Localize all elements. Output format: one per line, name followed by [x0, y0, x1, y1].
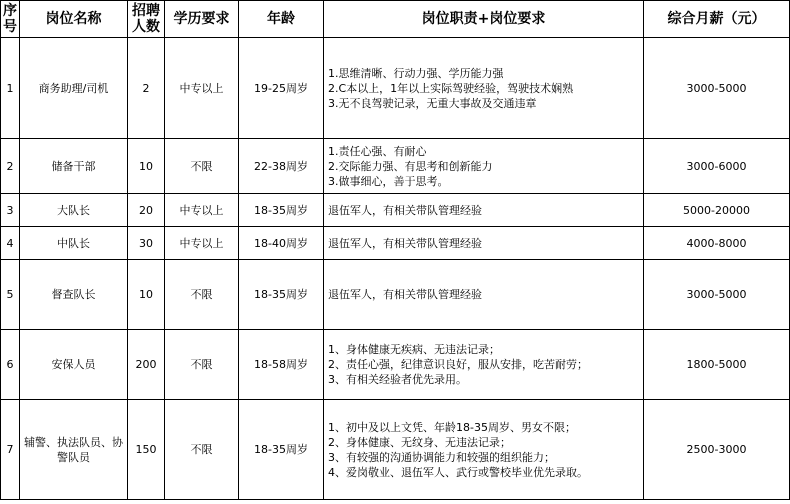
duty-line: 2.交际能力强、有思考和创新能力 — [328, 159, 493, 173]
table-row — [1, 400, 790, 500]
duty-line: 1.责任心强、有耐心 — [328, 144, 427, 158]
row-count: 10 — [128, 139, 165, 194]
duty-line: 1、初中及以上文凭、年龄18-35周岁、男女不限； — [328, 420, 576, 434]
duty-line: 2、责任心强，纪律意识良好，服从安排，吃苦耐劳； — [328, 358, 588, 371]
row-salary: 5000-20000 — [644, 194, 790, 227]
header-duties: 岗位职责+岗位要求 — [324, 1, 644, 38]
row-salary: 3000-6000 — [644, 139, 790, 194]
table-row — [1, 38, 790, 139]
row-duties — [324, 139, 644, 194]
table-row — [1, 227, 790, 260]
row-no: 3 — [1, 194, 20, 227]
row-salary: 2500-3000 — [644, 400, 790, 500]
header-count: 招聘人数 — [128, 1, 165, 38]
table-row — [1, 260, 790, 330]
row-count: 30 — [128, 227, 165, 260]
row-duties — [324, 38, 644, 139]
row-age: 18-58周岁 — [239, 330, 324, 400]
row-count: 10 — [128, 260, 165, 330]
row-education: 中专以上 — [165, 38, 239, 139]
row-position: 大队长 — [20, 194, 128, 227]
header-age: 年龄 — [239, 1, 324, 38]
row-education: 不限 — [165, 260, 239, 330]
row-education: 不限 — [165, 139, 239, 194]
row-no: 7 — [1, 400, 20, 500]
row-duties — [324, 260, 644, 330]
duty-line: 1、身体健康无疾病、无违法记录； — [328, 343, 500, 356]
row-age: 18-35周岁 — [239, 260, 324, 330]
row-position: 辅警、执法队员、协警队员 — [20, 400, 128, 500]
row-count: 150 — [128, 400, 165, 500]
duty-line: 退伍军人，有相关带队管理经验 — [328, 288, 482, 301]
duty-line: 3、有相关经验者优先录用。 — [328, 373, 467, 386]
row-no: 2 — [1, 139, 20, 194]
header-no: 序号 — [1, 1, 20, 38]
row-duties — [324, 330, 644, 400]
row-no: 6 — [1, 330, 20, 400]
duty-line: 退伍军人，有相关带队管理经验 — [328, 236, 482, 250]
row-duties — [324, 227, 644, 260]
header-position: 岗位名称 — [20, 1, 128, 38]
duty-line: 退伍军人，有相关带队管理经验 — [328, 203, 482, 217]
row-education: 中专以上 — [165, 194, 239, 227]
duty-line: 2.C本以上，1年以上实际驾驶经验，驾驶技术娴熟 — [328, 81, 574, 95]
table-row — [1, 330, 790, 400]
row-no: 5 — [1, 260, 20, 330]
row-education: 中专以上 — [165, 227, 239, 260]
row-education: 不限 — [165, 400, 239, 500]
header-education: 学历要求 — [165, 1, 239, 38]
row-position: 储备干部 — [20, 139, 128, 194]
row-age: 18-40周岁 — [239, 227, 324, 260]
row-age: 18-35周岁 — [239, 400, 324, 500]
table-row — [1, 139, 790, 194]
duty-line: 3.无不良驾驶记录，无重大事故及交通违章 — [328, 96, 537, 110]
row-position: 商务助理/司机 — [20, 38, 128, 139]
header-salary: 综合月薪（元） — [644, 1, 790, 38]
header-row — [1, 1, 790, 38]
row-duties — [324, 194, 644, 227]
duty-line: 1.思维清晰、行动力强、学历能力强 — [328, 66, 504, 80]
table-row — [1, 194, 790, 227]
row-age: 22-38周岁 — [239, 139, 324, 194]
row-salary: 3000-5000 — [644, 38, 790, 139]
row-count: 20 — [128, 194, 165, 227]
row-no: 1 — [1, 38, 20, 139]
row-no: 4 — [1, 227, 20, 260]
duty-line: 3、有较强的沟通协调能力和较强的组织能力； — [328, 450, 555, 464]
row-count: 200 — [128, 330, 165, 400]
duty-line: 4、爱岗敬业、退伍军人、武行或警校毕业优先录取。 — [328, 465, 588, 479]
row-age: 18-35周岁 — [239, 194, 324, 227]
row-salary: 1800-5000 — [644, 330, 790, 400]
row-duties — [324, 400, 644, 500]
row-salary: 3000-5000 — [644, 260, 790, 330]
duty-line: 3.做事细心，善于思考。 — [328, 174, 449, 188]
row-salary: 4000-8000 — [644, 227, 790, 260]
row-count: 2 — [128, 38, 165, 139]
duty-line: 2、身体健康、无纹身、无违法记录； — [328, 435, 511, 449]
row-age: 19-25周岁 — [239, 38, 324, 139]
row-position: 安保人员 — [20, 330, 128, 400]
row-education: 不限 — [165, 330, 239, 400]
row-position: 中队长 — [20, 227, 128, 260]
row-position: 督查队长 — [20, 260, 128, 330]
